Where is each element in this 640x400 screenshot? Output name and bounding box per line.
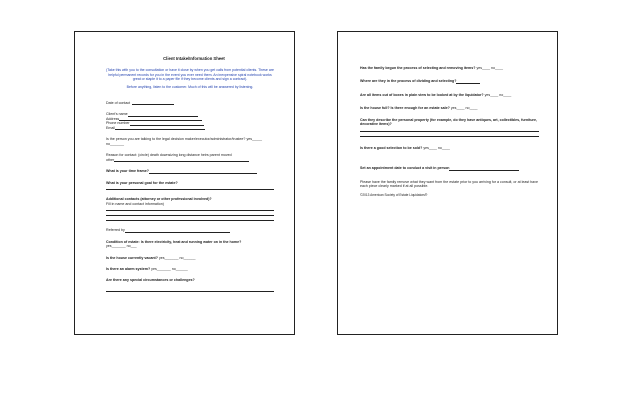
reminder-text: Before anything, listen to the customer. Much of this will be answered by listening.: [126, 85, 254, 90]
answer-line: [106, 288, 274, 292]
referred-by-field: Referred by: [106, 228, 274, 232]
house-full-question: Is the house full? Is there enough for an estate sale? yes____ no____: [360, 106, 478, 111]
page-title: Client Intake/Information Sheet: [163, 56, 225, 61]
document-page-2: [337, 31, 558, 335]
describe-property-question: Can they describe the personal property (for example, do they have antiques, art, collectibles, furniture, decorative items)?: [360, 117, 537, 127]
selection-question: Is there a good selection to be sold? yes____ no____: [360, 145, 450, 150]
answer-line: [106, 212, 274, 216]
client-name-field: Client's name: [106, 112, 274, 116]
boxes-question: Are all items out of boxes in plain view to be looked at by the liquidator? yes____ no____: [360, 92, 512, 97]
date-of-contact-field: Date of contact: [106, 101, 274, 105]
condition-question: Condition of estate: Is there electricity, heat and running water on in the home?: [106, 239, 242, 244]
removal-process-question: Has the family begun the process of selecting and removing items? yes____ no____: [360, 66, 504, 70]
address-field: Address: [106, 117, 274, 121]
dividing-process-question: Where are they in the process of dividing and selecting?: [360, 79, 539, 83]
additional-contacts-question: Additional contacts (attorney or other professional involved)?: [106, 197, 212, 202]
other-field: other: [106, 158, 274, 162]
condition-yes-no: yes_______ no___: [106, 244, 137, 249]
email-field: Email: [106, 126, 274, 130]
intro-text: (Take this with you to the consultation or have it close by when you get calls from potential clients. These are helpful permanent records for you in the event you ever need them. An inexpensive spiral notebook works great or staple it to a paper file if they become clients and sign a contract).: [106, 68, 274, 81]
answer-line: [360, 128, 539, 132]
special-circumstances-question: Are there any special circumstances or challenges?: [106, 278, 195, 283]
instructions: [106, 68, 274, 90]
decision-maker-question: Is the person you are talking to the legal decision maker/executor/administrator/trustee? yes_____ no_______: [106, 137, 263, 146]
copyright-notice: ©2013 American Society of Estate Liquidators®: [360, 193, 428, 198]
closing-note: Please have the family remove what they want from the estate prior to you arriving for a consult, or at least have each piece clearly marked if at all possible.: [360, 179, 538, 189]
answer-line: [106, 207, 274, 211]
alarm-question: Is there an alarm system? yes_______ no______: [106, 266, 188, 271]
vacant-question: Is the house currently vacant? yes_______ no______: [106, 255, 196, 260]
reason-question: Reason for contact: (circle) death downsizing long distance heirs parent moved: [106, 153, 232, 158]
phone-field: Phone number: [106, 121, 274, 125]
goal-question: What is your personal goal for the estate?: [106, 180, 178, 185]
document-page-1: [74, 31, 295, 335]
additional-contacts-subtext: Fill in name and contact information): [106, 201, 164, 206]
appointment-field: Set an appointment date to conduct a visit in person: [360, 166, 539, 170]
time-frame-field: What is your time frame?: [106, 169, 274, 173]
